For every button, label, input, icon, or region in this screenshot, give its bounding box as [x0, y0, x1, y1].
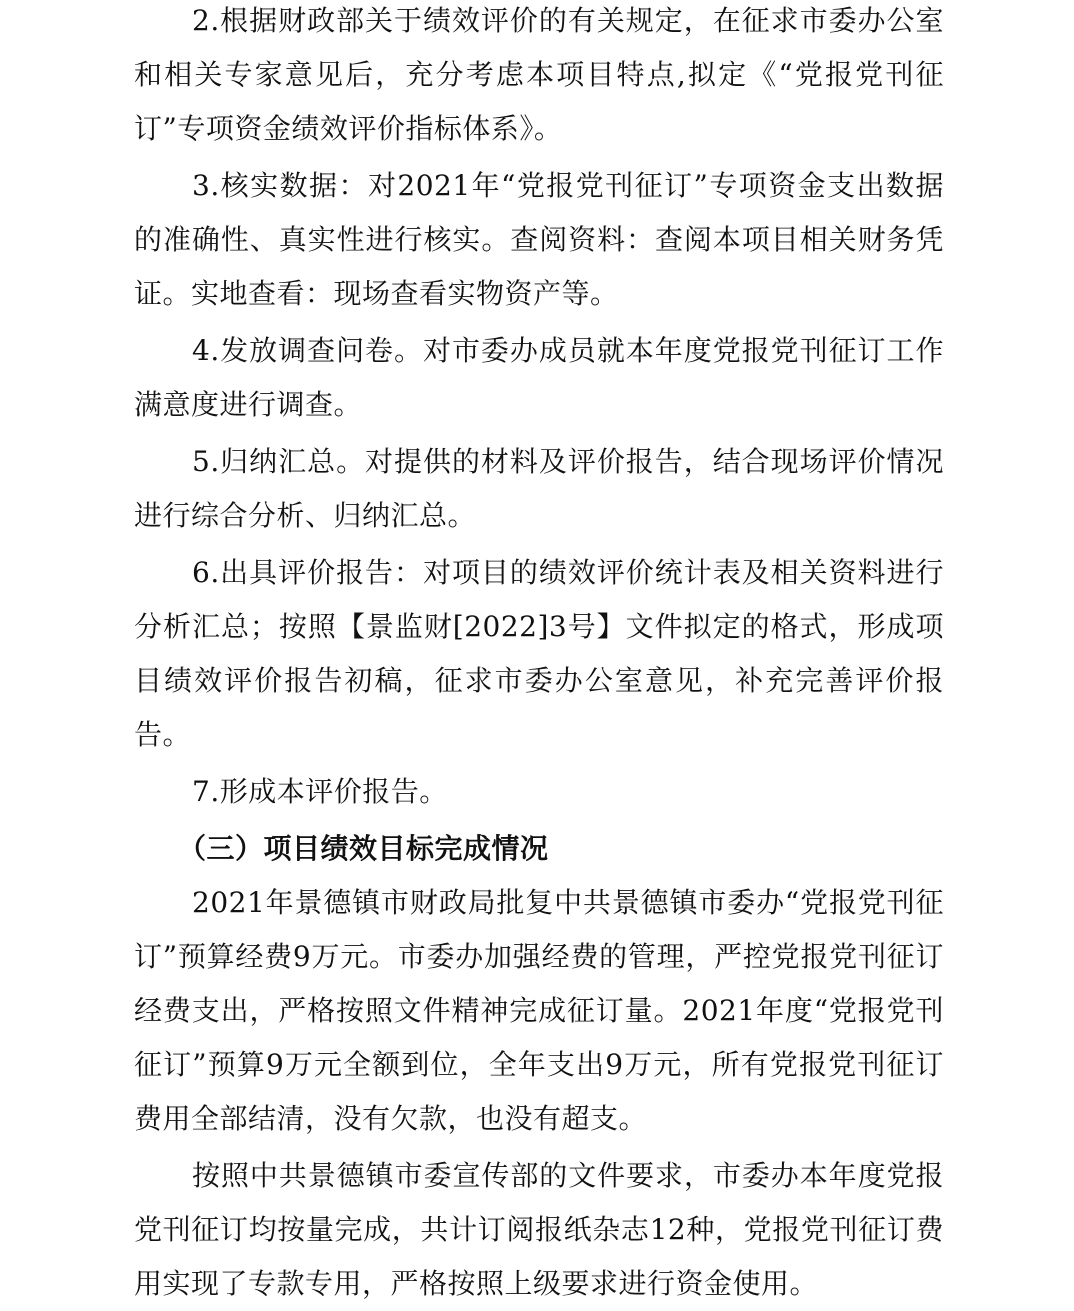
section-paragraph-budget: 2021年景德镇市财政局批复中共景德镇市委办“党报党刊征订”预算经费9万元。市委办加强经费的管理，严控党报党刊征订经费支出，严格按照文件精神完成征订量。2021年度“党报党刊征订”预算9万元全额到位，全年支出9万元，所有党报党刊征订费用全部结清，没有欠款，也没有超支。 [134, 886, 944, 1135]
paragraph-item-7: 7.形成本评价报告。 [192, 775, 448, 808]
paragraph-item-4: 4.发放调查问卷。对市委办成员就本年度党报党刊征订工作满意度进行调查。 [134, 334, 944, 421]
document-page [134, 0, 944, 1311]
section-heading: （三）项目绩效目标完成情况 [178, 832, 549, 865]
paragraph-item-2: 2.根据财政部关于绩效评价的有关规定，在征求市委办公室和相关专家意见后，充分考虑本项目特点,拟定《“党报党刊征订”专项资金绩效评价指标体系》。 [134, 4, 944, 145]
paragraph-item-6: 6.出具评价报告：对项目的绩效评价统计表及相关资料进行分析汇总；按照【景监财[2022]3号】文件拟定的格式，形成项目绩效评价报告初稿，征求市委办公室意见，补充完善评价报告。 [134, 556, 944, 751]
paragraph-item-3: 3.核实数据：对2021年“党报党刊征订”专项资金支出数据的准确性、真实性进行核实。查阅资料：查阅本项目相关财务凭证。实地查看：现场查看实物资产等。 [134, 169, 944, 310]
paragraph-item-5: 5.归纳汇总。对提供的材料及评价报告，结合现场评价情况进行综合分析、归纳汇总。 [134, 445, 944, 532]
section-paragraph-subscription: 按照中共景德镇市委宣传部的文件要求，市委办本年度党报党刊征订均按量完成，共计订阅报纸杂志12种，党报党刊征订费用实现了专款专用，严格按照上级要求进行资金使用。 [134, 1159, 944, 1300]
